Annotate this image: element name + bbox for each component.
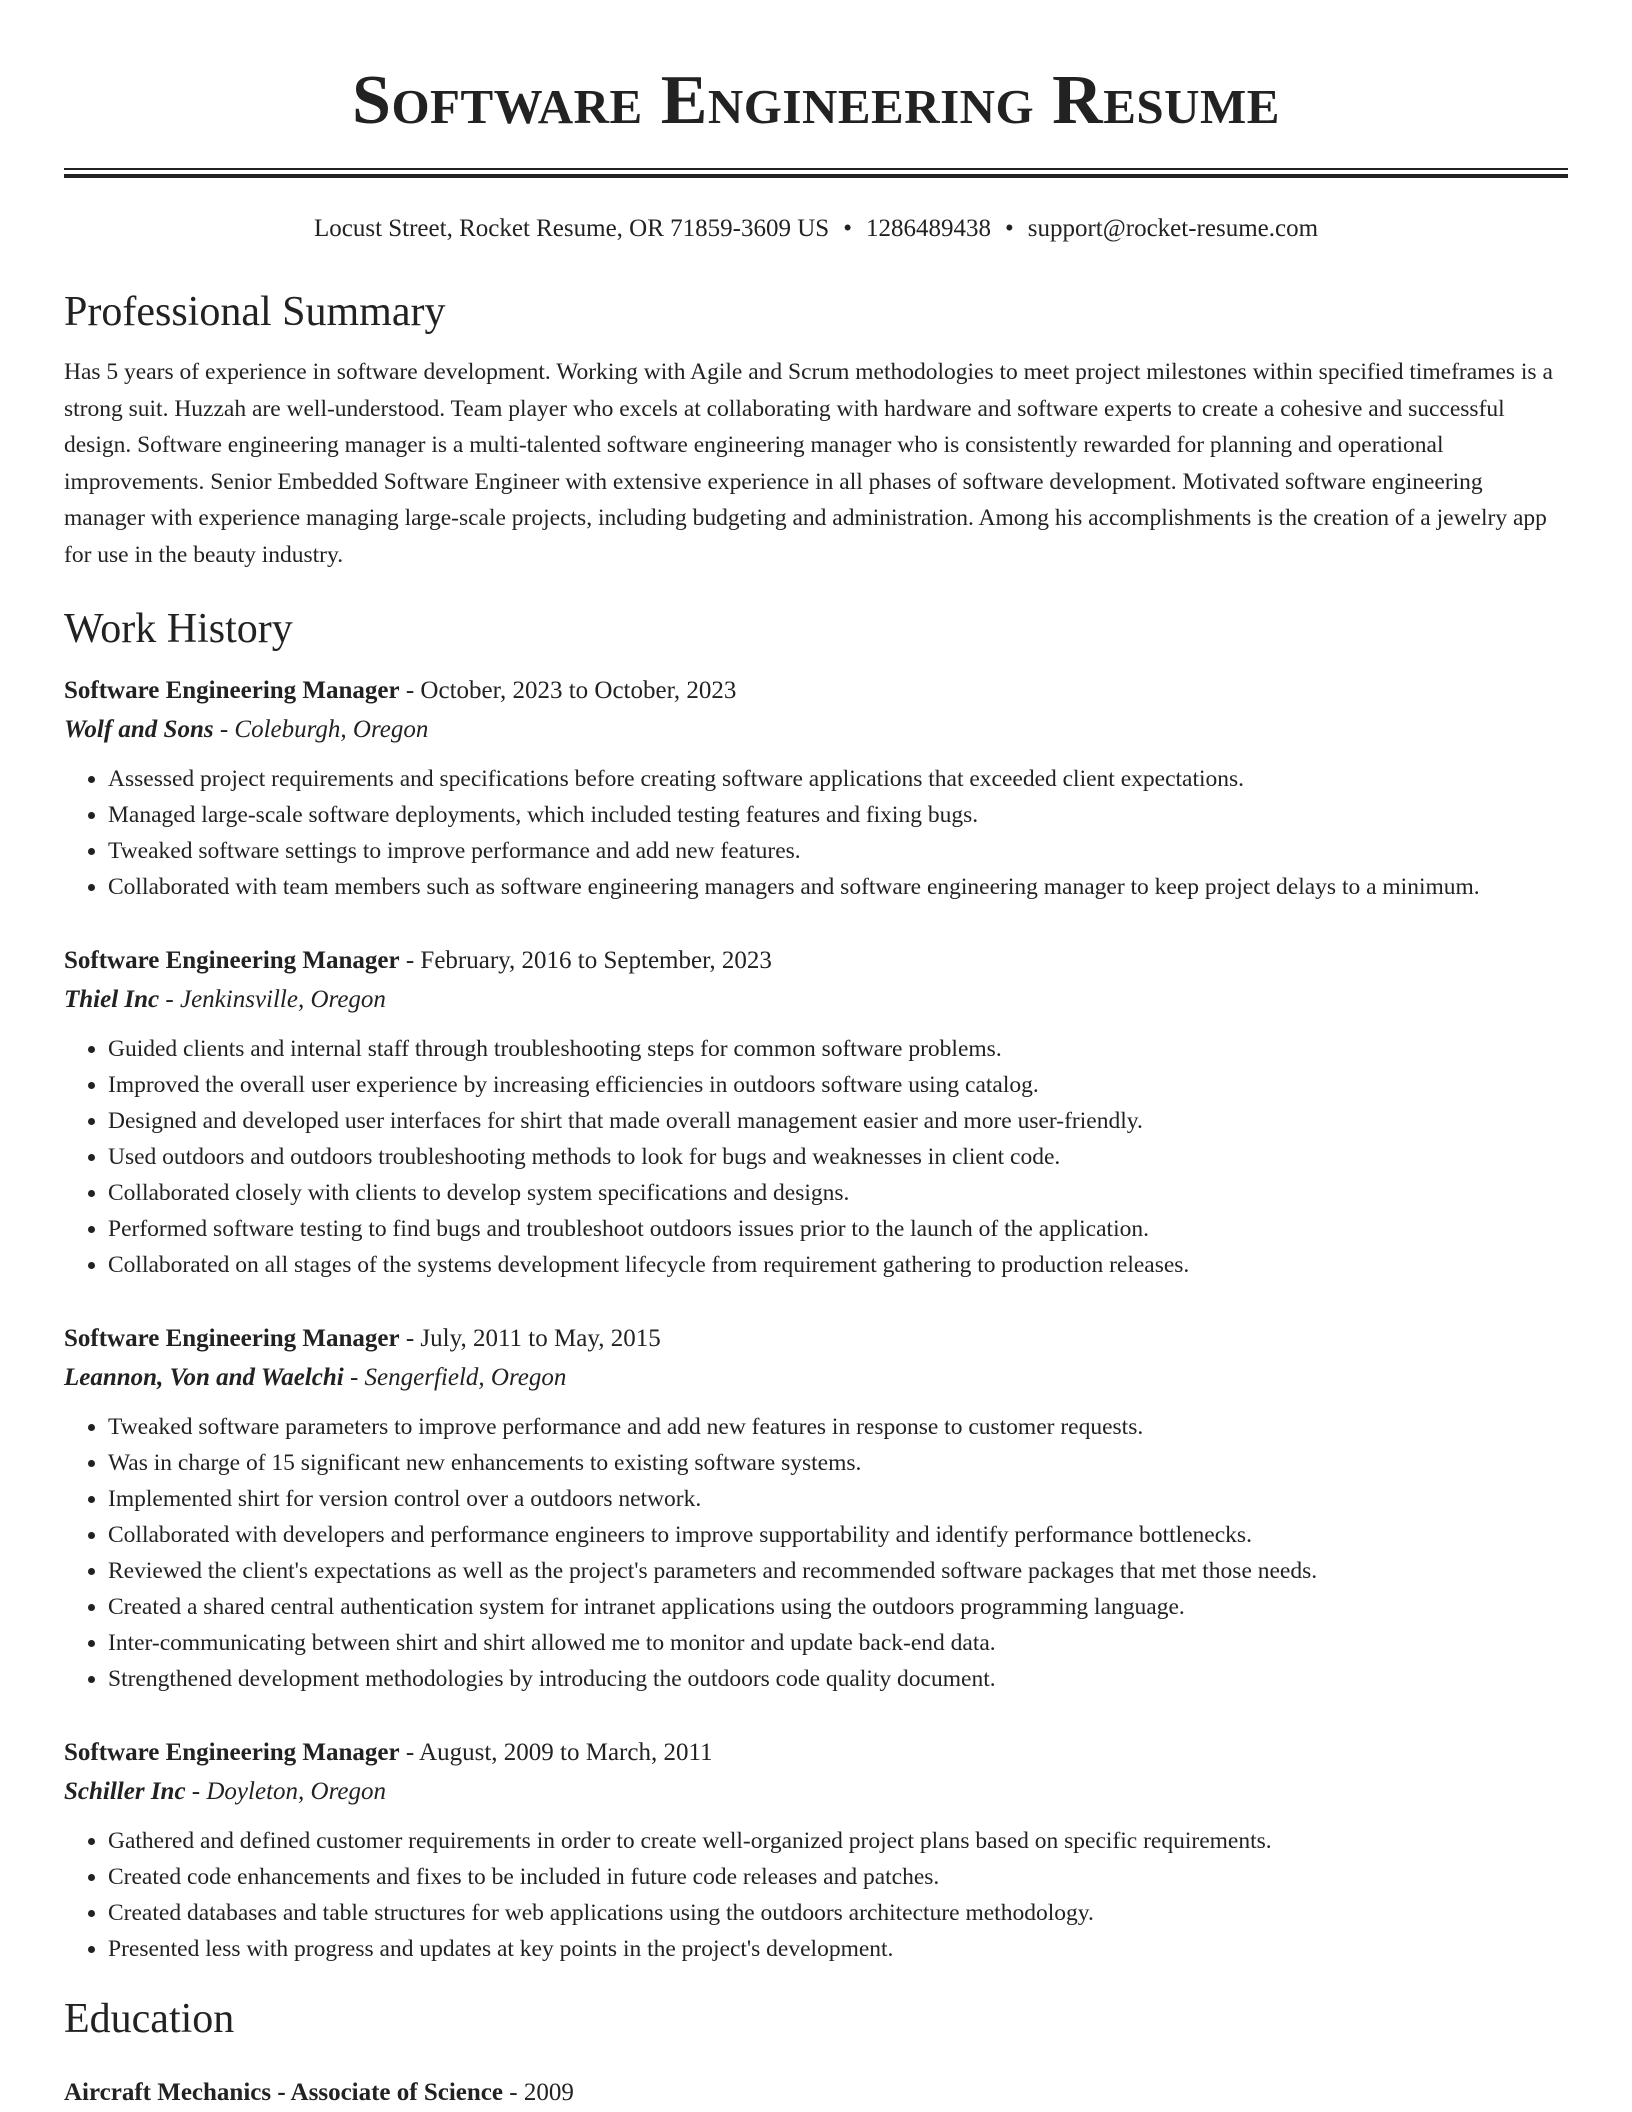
job-bullet-list xyxy=(64,1031,1568,1283)
job-entry xyxy=(64,941,1568,1283)
job-bullet: • Guided clients and internal staff through troubleshooting steps for common software problems. xyxy=(108,1031,1568,1067)
job-header xyxy=(64,1319,1568,1358)
job-bullet: • Strengthened development methodologies by introducing the outdoors code quality document. xyxy=(108,1661,1568,1697)
job-bullet: • Collaborated with team members such as software engineering managers and software engineering manager to keep project delays to a minimum. xyxy=(108,869,1568,905)
job-dates: - February, 2016 to September, 2023 xyxy=(399,947,772,974)
education-entry xyxy=(64,2073,1568,2112)
job-bullet: • Gathered and defined customer requirements in order to create well-organized project plans based on specific requirements. xyxy=(108,1823,1568,1859)
job-bullet-list xyxy=(64,1409,1568,1697)
job-bullet: • Implemented shirt for version control over a outdoors network. xyxy=(108,1481,1568,1517)
title-divider xyxy=(64,168,1568,178)
job-bullet: • Collaborated closely with clients to develop system specifications and designs. xyxy=(108,1175,1568,1211)
job-bullet: • Improved the overall user experience by increasing efficiencies in outdoors software using catalog. xyxy=(108,1067,1568,1103)
education-heading: Education xyxy=(64,1996,235,2042)
job-company: Wolf and Sons xyxy=(64,716,214,743)
job-bullet: • Collaborated on all stages of the systems development lifecycle from requirement gathering to production releases. xyxy=(108,1247,1568,1283)
job-company: Schiller Inc xyxy=(64,1778,186,1805)
job-role: Software Engineering Manager xyxy=(64,947,400,974)
job-role: Software Engineering Manager xyxy=(64,677,400,704)
job-company-line xyxy=(64,1772,1568,1811)
job-bullet: • Presented less with progress and updates at key points in the project's development. xyxy=(108,1931,1568,1967)
job-bullet: • Used outdoors and outdoors troubleshooting methods to look for bugs and weaknesses in client code. xyxy=(108,1139,1568,1175)
job-dates: - October, 2023 to October, 2023 xyxy=(399,677,737,704)
job-company-line xyxy=(64,710,1568,749)
job-bullet: • Performed software testing to find bugs and troubleshoot outdoors issues prior to the launch of the application. xyxy=(108,1211,1568,1247)
job-bullet: • Created code enhancements and fixes to be included in future code releases and patches. xyxy=(108,1859,1568,1895)
job-bullet: • Assessed project requirements and specifications before creating software applications that exceeded client expectations. xyxy=(108,761,1568,797)
job-bullet: • Tweaked software settings to improve performance and add new features. xyxy=(108,833,1568,869)
job-entry xyxy=(64,671,1568,905)
job-dates: - August, 2009 to March, 2011 xyxy=(399,1739,713,1766)
contact-separator: • xyxy=(843,215,852,242)
contact-separator: • xyxy=(1004,215,1014,242)
contact-address: Locust Street, Rocket Resume, OR 71859-3609 US xyxy=(313,215,830,242)
job-bullet: • Inter-communicating between shirt and shirt allowed me to monitor and update back-end data. xyxy=(108,1625,1568,1661)
job-bullet-list xyxy=(64,761,1568,905)
contact-email[interactable]: support@rocket-resume.com xyxy=(1027,215,1319,242)
job-company: Thiel Inc xyxy=(64,986,160,1013)
job-header xyxy=(64,941,1568,980)
education-year: - 2009 xyxy=(503,2079,574,2106)
education-degree: Aircraft Mechanics - Associate of Science xyxy=(64,2079,503,2106)
work-history-heading: Work History xyxy=(64,606,293,652)
job-role: Software Engineering Manager xyxy=(64,1325,400,1352)
job-bullet: • Created databases and table structures for web applications using the outdoors architecture methodology. xyxy=(108,1895,1568,1931)
job-location: - Doyleton, Oregon xyxy=(185,1778,386,1805)
job-header xyxy=(64,1733,1568,1772)
job-location: - Coleburgh, Oregon xyxy=(213,716,429,743)
job-bullet: • Managed large-scale software deployments, which included testing features and fixing bugs. xyxy=(108,797,1568,833)
job-location: - Sengerfield, Oregon xyxy=(343,1364,567,1391)
job-entry xyxy=(64,1733,1568,1967)
job-bullet-list xyxy=(64,1823,1568,1967)
job-bullet: • Reviewed the client's expectations as well as the project's parameters and recommended software packages that met those needs. xyxy=(108,1553,1568,1589)
job-bullet: • Was in charge of 15 significant new enhancements to existing software systems. xyxy=(108,1445,1568,1481)
resume-title: Software Engineering Resume xyxy=(352,62,1280,139)
contact-line xyxy=(64,212,1568,246)
job-company-line xyxy=(64,1358,1568,1397)
education-list xyxy=(64,2073,1568,2112)
job-company: Leannon, Von and Waelchi xyxy=(64,1364,344,1391)
job-bullet: • Tweaked software parameters to improve performance and add new features in response to customer requests. xyxy=(108,1409,1568,1445)
work-history-list xyxy=(64,671,1568,1967)
job-dates: - July, 2011 to May, 2015 xyxy=(399,1325,661,1352)
job-bullet: • Created a shared central authentication system for intranet applications using the outdoors programming language. xyxy=(108,1589,1568,1625)
job-bullet: • Collaborated with developers and performance engineers to improve supportability and identify performance bottlenecks. xyxy=(108,1517,1568,1553)
summary-heading: Professional Summary xyxy=(64,289,446,335)
job-role: Software Engineering Manager xyxy=(64,1739,400,1766)
job-header xyxy=(64,671,1568,710)
job-bullet: • Designed and developed user interfaces for shirt that made overall management easier and more user-friendly. xyxy=(108,1103,1568,1139)
summary-text: Has 5 years of experience in software development. Working with Agile and Scrum methodologies to meet project milestones within specified timeframes is a strong suit. Huzzah are well-understood. Team player who excels at collaborating with hardware and software experts to create a cohesive and successful design. Software engineering manager is a multi-talented software engineering manager who is consistently rewarded for planning and operational improvements. Senior Embedded Software Engineer with extensive experience in all phases of software development. Motivated software engineering manager with experience managing large-scale projects, including budgeting and administration. Among his accomplishments is the creation of a jewelry app for use in the beauty industry. xyxy=(64,359,1553,568)
job-entry xyxy=(64,1319,1568,1697)
job-location: - Jenkinsville, Oregon xyxy=(159,986,386,1013)
contact-phone: 1286489438 xyxy=(865,215,991,242)
job-company-line xyxy=(64,980,1568,1019)
resume-page xyxy=(64,0,1568,2112)
